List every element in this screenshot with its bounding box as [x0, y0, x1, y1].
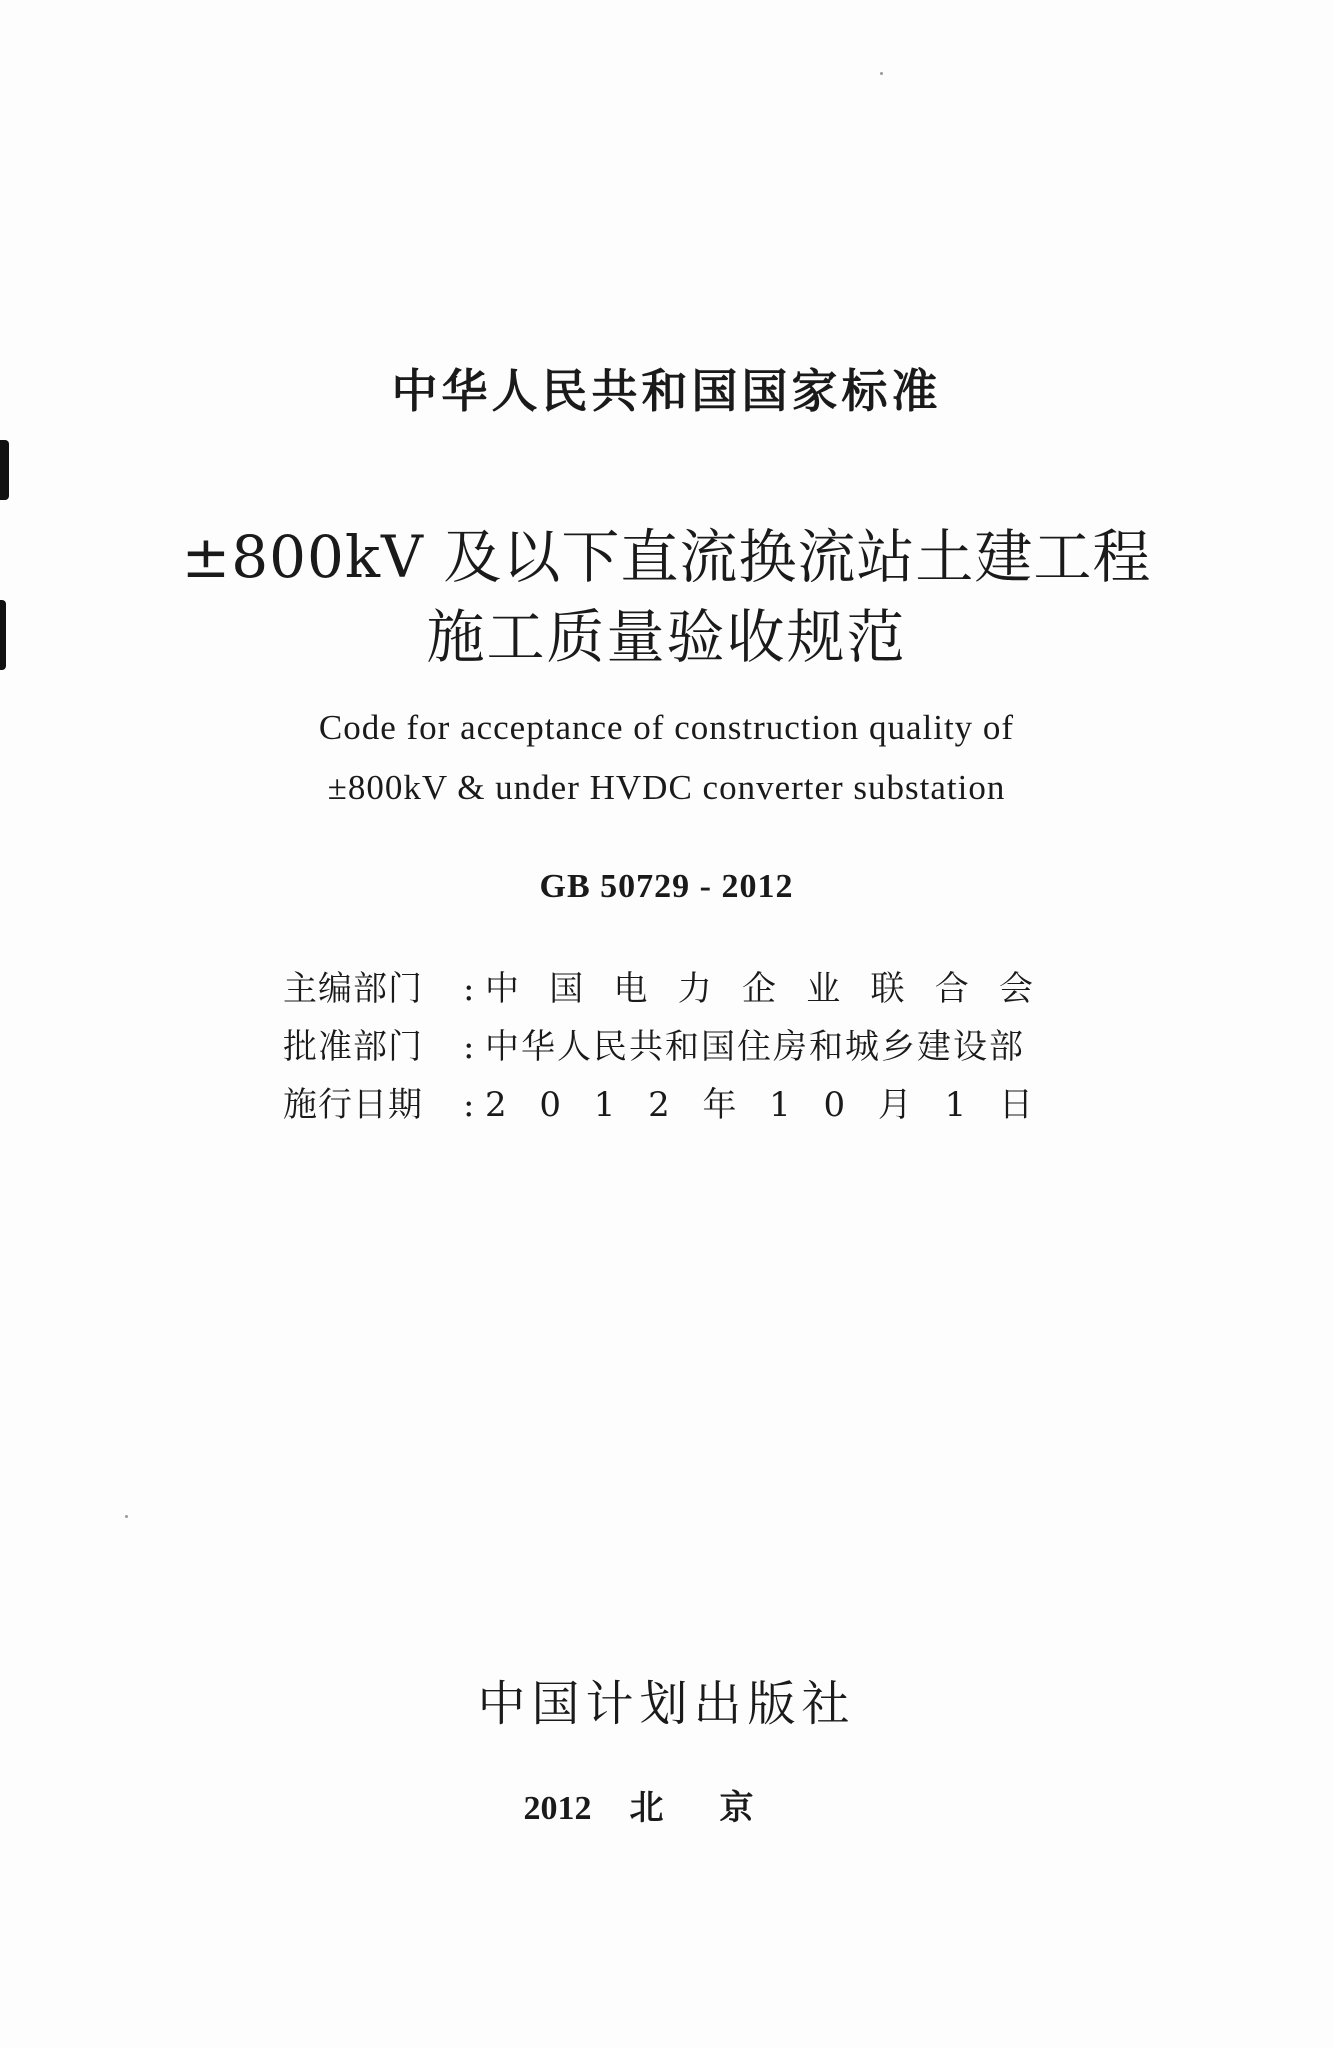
editor-char: 业 — [806, 969, 841, 1009]
scan-speck — [880, 72, 883, 75]
date-char: 月 — [877, 1085, 912, 1125]
editor-char: 会 — [999, 969, 1033, 1009]
editor-value — [485, 960, 1033, 1018]
editor-colon: : — [463, 969, 475, 1009]
title-english-line1: Code for acceptance of construction quality of — [318, 708, 1015, 747]
date-char: 1 — [944, 1085, 967, 1125]
date-char: 1 — [593, 1085, 616, 1125]
editor-char: 企 — [742, 969, 776, 1009]
publication-year: 2012 — [523, 1790, 592, 1827]
scan-speck — [125, 1515, 128, 1518]
editor-row — [283, 960, 1033, 1018]
date-row — [283, 1076, 1033, 1134]
editor-char: 力 — [677, 969, 712, 1009]
date-colon: : — [463, 1085, 475, 1125]
editor-label: 主编部门 — [283, 969, 423, 1009]
info-block — [283, 960, 1033, 1134]
date-char: 0 — [539, 1085, 561, 1125]
date-char: 日 — [998, 1085, 1033, 1125]
approver-row — [283, 1018, 1033, 1076]
editor-char: 中 — [485, 969, 519, 1009]
date-label: 施行日期 — [283, 1085, 423, 1125]
approver-label: 批准部门 — [283, 1027, 423, 1067]
title-chinese-line2: 施工质量验收规范 — [426, 603, 907, 671]
date-char: 2 — [485, 1085, 507, 1125]
effective-date-value — [485, 1076, 1033, 1134]
date-char: 0 — [823, 1085, 846, 1125]
editor-char: 电 — [613, 969, 648, 1009]
date-char: 年 — [702, 1085, 737, 1125]
date-char: 2 — [648, 1085, 670, 1125]
publication-place — [0, 1780, 1333, 1829]
standard-type-header: 中华人民共和国国家标准 — [391, 364, 942, 418]
standard-code: GB 50729 - 2012 — [539, 868, 794, 905]
editor-char: 联 — [870, 969, 905, 1009]
approver-colon: : — [463, 1027, 475, 1067]
editor-char: 合 — [934, 969, 969, 1009]
approver-value: 中华人民共和国住房和城乡建设部 — [485, 1027, 1025, 1067]
publication-city: 北京 — [629, 1788, 810, 1828]
date-char: 1 — [769, 1085, 791, 1125]
publisher-name: 中国计划出版社 — [477, 1676, 856, 1732]
editor-char: 国 — [549, 969, 584, 1009]
title-english-line2: ±800kV & under HVDC converter substation — [327, 768, 1006, 807]
title-chinese-line1: ±800kV 及以下直流换流站土建工程 — [181, 523, 1152, 591]
scan-edge-mark — [0, 440, 9, 500]
